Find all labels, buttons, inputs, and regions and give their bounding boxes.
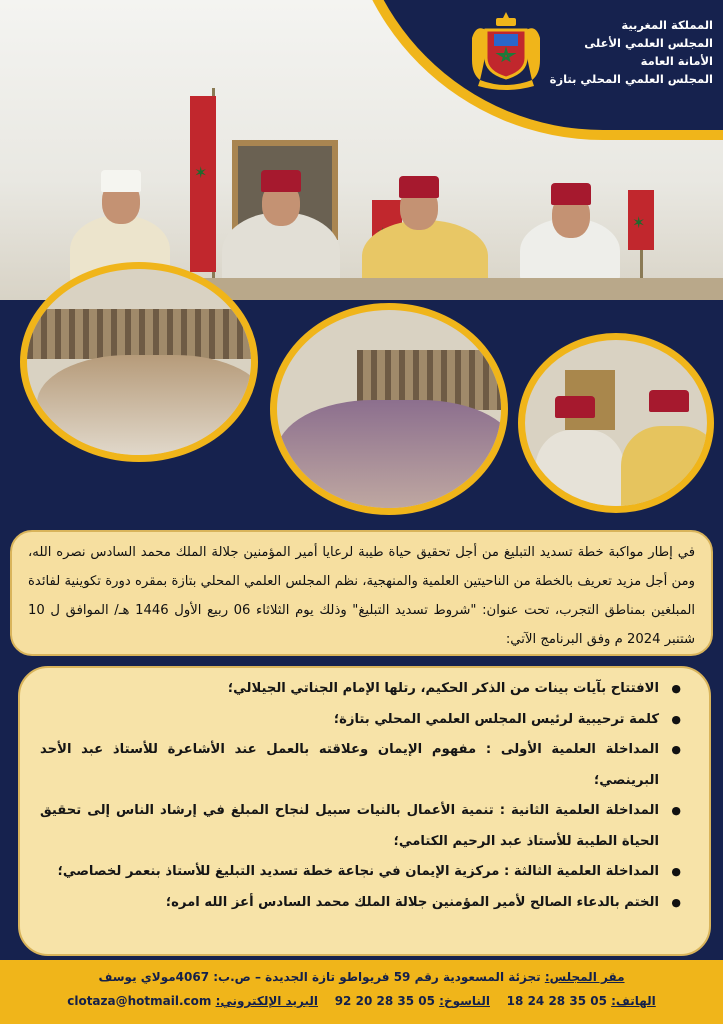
intro-paragraph xyxy=(10,530,713,656)
address-text: تجزئة المسعودية رقم 59 فريواطو تازة الجديدة – ص.ب: 4067مولاي يوسف xyxy=(98,970,541,984)
moroccan-flag-icon xyxy=(190,96,216,272)
audience-photo-center xyxy=(270,303,508,515)
footer-contact xyxy=(0,960,723,1024)
program-item-talk-3: ● المداخلة العلمية الثالثة : مركزية الإيمان في نجاعة خطة تسديد التبليغ للأستاذ بنعمر لخصاصي؛ xyxy=(40,857,681,888)
footer-address-line xyxy=(0,960,723,989)
institution-header xyxy=(543,16,713,88)
intro-text: في إطار مواكبة خطة تسديد التبليغ من أجل تحقيق حياة طيبة لرعايا أمير المؤمنين جلالة الملك محمد السادس نصره الله، ومن أجل مزيد تعريف بالخطة من الناحيتين العلمية والمنهجية، نظم المجلس العلمي المحلي بتازة بمقره دورة تكوينية لفائدة المبلغين بمناطق التجرب، تحت عنوان: "شروط تسديد التبليغ" وذلك يوم الثلاثاء 06 ربيع الأول 1446 هـ/ الموافق ل 10 شتنبر 2024 م وفق البرنامج الآتي: xyxy=(28,545,696,647)
moroccan-flag-icon xyxy=(628,190,654,250)
moroccan-coat-of-arms-icon xyxy=(466,8,546,90)
audience-photo-left xyxy=(20,262,258,462)
phone-number: 05 35 28 24 18 xyxy=(506,994,607,1008)
program-item-opening: ● الافتتاح بآيات بينات من الذكر الحكيم، رتلها الإمام الجناتي الجيلالي؛ xyxy=(40,674,681,705)
program-item-closing: ● الختم بالدعاء الصالح لأمير المؤمنين جلالة الملك محمد السادس أعز الله امره؛ xyxy=(40,888,681,919)
phone-label: الهاتف: xyxy=(611,994,656,1008)
footer-contact-line xyxy=(0,989,723,1013)
fax-number: 05 35 28 20 92 xyxy=(334,994,435,1008)
header-line-local-council: المجلس العلمي المحلي بتازة xyxy=(549,72,713,86)
email-label: البريد الإلكتروني: xyxy=(215,994,318,1008)
program-list xyxy=(40,674,681,918)
program-item-talk-1: ● المداخلة العلمية الأولى : مفهوم الإيمان وعلاقته بالعمل عند الأشاعرة للأستاذ عبد الأحد البرينصي؛ xyxy=(40,735,681,796)
speakers-photo-right xyxy=(518,333,714,513)
header-line-supreme-council: المجلس العلمي الأعلى xyxy=(584,36,713,50)
header-line-secretariat: الأمانة العامة xyxy=(640,54,713,68)
address-label: مقر المجلس: xyxy=(544,970,625,984)
header-line-kingdom: المملكة المغربية xyxy=(621,18,713,32)
program-item-talk-2: ● المداخلة العلمية الثانية : تنمية الأعمال بالنيات سبيل لنجاح المبلغ في إرشاد الناس إلى تحقيق الحياة الطيبة للأستاذ عبد الرحيم الكتامي؛ xyxy=(40,796,681,857)
fax-label: الناسوخ: xyxy=(439,994,490,1008)
email-link[interactable]: clotaza@hotmail.com xyxy=(67,994,212,1008)
program-box xyxy=(18,666,711,956)
program-item-welcome: ● كلمة ترحيبية لرئيس المجلس العلمي المحلي بتازة؛ xyxy=(40,705,681,736)
